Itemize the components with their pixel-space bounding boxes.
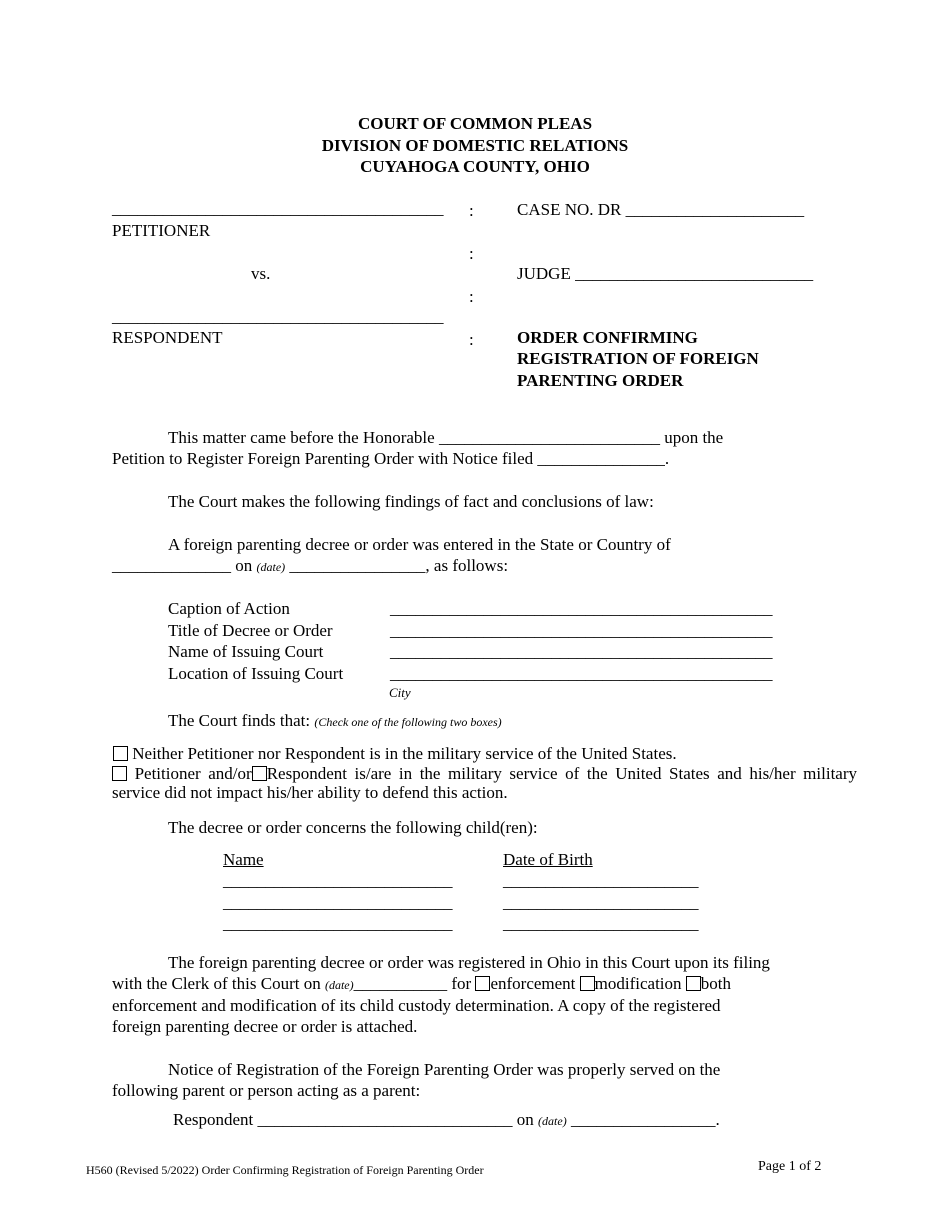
paragraph-registered-cont	[112, 975, 731, 992]
date-hint: (date)	[256, 560, 286, 574]
respondent-military-checkbox[interactable]	[252, 766, 267, 781]
state-country-line[interactable]: ______________ on	[112, 556, 257, 575]
military-option-2-cont: service did not impact his/her ability to defend this action.	[112, 783, 508, 802]
child-dob-line[interactable]: _______________________	[503, 893, 699, 912]
versus-label: vs.	[251, 264, 271, 283]
division-name: DIVISION OF DOMESTIC RELATIONS	[321, 136, 629, 155]
paragraph-foreign-decree: A foreign parenting decree or order was entered in the State or Country of	[168, 535, 671, 554]
child-dob-line[interactable]: _______________________	[503, 914, 699, 933]
both-checkbox[interactable]	[686, 976, 701, 991]
respondent-served-field[interactable]: Respondent ______________________________ on	[173, 1110, 539, 1129]
caption-colon: :	[469, 244, 474, 263]
order-title-line2: REGISTRATION OF FOREIGN	[517, 349, 759, 368]
respondent-military-label: Respondent is/are in the military service of the United States and his/her military	[266, 764, 858, 783]
petitioner-military-label: Petitioner and/or	[134, 764, 252, 783]
field-line-title[interactable]: _____________________________________________	[390, 621, 773, 640]
paragraph-honorable: This matter came before the Honorable __________________________ upon the	[168, 428, 724, 447]
paragraph-foreign-decree-cont	[112, 557, 508, 574]
page-number: Page 1 of 2	[758, 1159, 822, 1174]
decree-date-line[interactable]: ________________, as follows:	[285, 556, 509, 575]
children-intro: The decree or order concerns the following child(ren):	[168, 818, 538, 837]
field-label-title: Title of Decree or Order	[168, 621, 333, 640]
order-title-line1: ORDER CONFIRMING	[517, 328, 698, 347]
petitioner-label: PETITIONER	[112, 221, 211, 240]
court-name: COURT OF COMMON PLEAS	[357, 114, 593, 133]
paragraph-registered-cont2: enforcement and modification of its child custody determination. A copy of the registered	[112, 996, 721, 1015]
respondent-name-line[interactable]: _______________________________________	[112, 307, 444, 326]
county-name: CUYAHOGA COUNTY, OHIO	[360, 157, 590, 176]
petitioner-military-checkbox[interactable]	[112, 766, 127, 781]
case-number-field[interactable]: CASE NO. DR _____________________	[517, 200, 805, 219]
modification-label: modification	[594, 974, 686, 993]
enforcement-checkbox[interactable]	[475, 976, 490, 991]
child-name-line[interactable]: ___________________________	[223, 871, 453, 890]
column-header-name: Name	[223, 850, 264, 869]
judge-field[interactable]: JUDGE ____________________________	[517, 264, 814, 283]
not-military-label: Neither Petitioner nor Respondent is in the military service of the United States.	[132, 744, 677, 763]
field-label-court-location: Location of Issuing Court	[168, 664, 344, 683]
respondent-label: RESPONDENT	[112, 328, 223, 347]
paragraph-notice-cont: following parent or person acting as a parent:	[112, 1081, 421, 1100]
paragraph-registered-cont3: foreign parenting decree or order is attached.	[112, 1017, 418, 1036]
paragraph-petition-filed: Petition to Register Foreign Parenting Order with Notice filed _______________.	[112, 449, 670, 468]
respondent-service-line	[173, 1111, 720, 1128]
modification-checkbox[interactable]	[580, 976, 595, 991]
paragraph-notice: Notice of Registration of the Foreign Parenting Order was properly served on the	[168, 1060, 721, 1079]
court-finds-label	[168, 712, 502, 729]
form-identifier: H560 (Revised 5/2022) Order Confirming Registration of Foreign Parenting Order	[86, 1163, 484, 1177]
field-line-court-location[interactable]: _____________________________________________	[390, 664, 773, 683]
field-line-court-name[interactable]: _____________________________________________	[390, 642, 773, 661]
child-name-line[interactable]: ___________________________	[223, 914, 453, 933]
field-line-caption[interactable]: _____________________________________________	[390, 599, 773, 618]
order-title-line3: PARENTING ORDER	[517, 371, 684, 390]
check-one-note: (Check one of the following two boxes)	[314, 715, 502, 729]
paragraph-registered: The foreign parenting decree or order was registered in Ohio in this Court upon its filing	[168, 953, 770, 972]
child-name-line[interactable]: ___________________________	[223, 893, 453, 912]
field-label-court-name: Name of Issuing Court	[168, 642, 324, 661]
field-label-caption: Caption of Action	[168, 599, 290, 618]
petitioner-name-line[interactable]: _______________________________________	[112, 199, 444, 218]
filing-date-line[interactable]: ___________ for	[353, 974, 476, 993]
paragraph-findings-intro: The Court makes the following findings of fact and conclusions of law:	[168, 492, 654, 511]
column-header-dob: Date of Birth	[503, 850, 593, 869]
date-hint: (date)	[538, 1114, 567, 1128]
city-hint: City	[389, 685, 411, 700]
caption-colon: :	[469, 330, 474, 349]
date-hint: (date)	[324, 978, 354, 992]
caption-colon: :	[469, 287, 474, 306]
served-date-line[interactable]: _________________.	[566, 1110, 720, 1129]
caption-colon: :	[469, 201, 474, 220]
enforcement-label: enforcement	[490, 974, 580, 993]
child-dob-line[interactable]: _______________________	[503, 871, 699, 890]
both-label: both	[700, 974, 732, 993]
not-military-checkbox[interactable]	[113, 746, 128, 761]
clerk-text: with the Clerk of this Court on	[112, 974, 325, 993]
military-option-1	[113, 745, 677, 762]
court-finds-text: The Court finds that:	[168, 711, 315, 730]
